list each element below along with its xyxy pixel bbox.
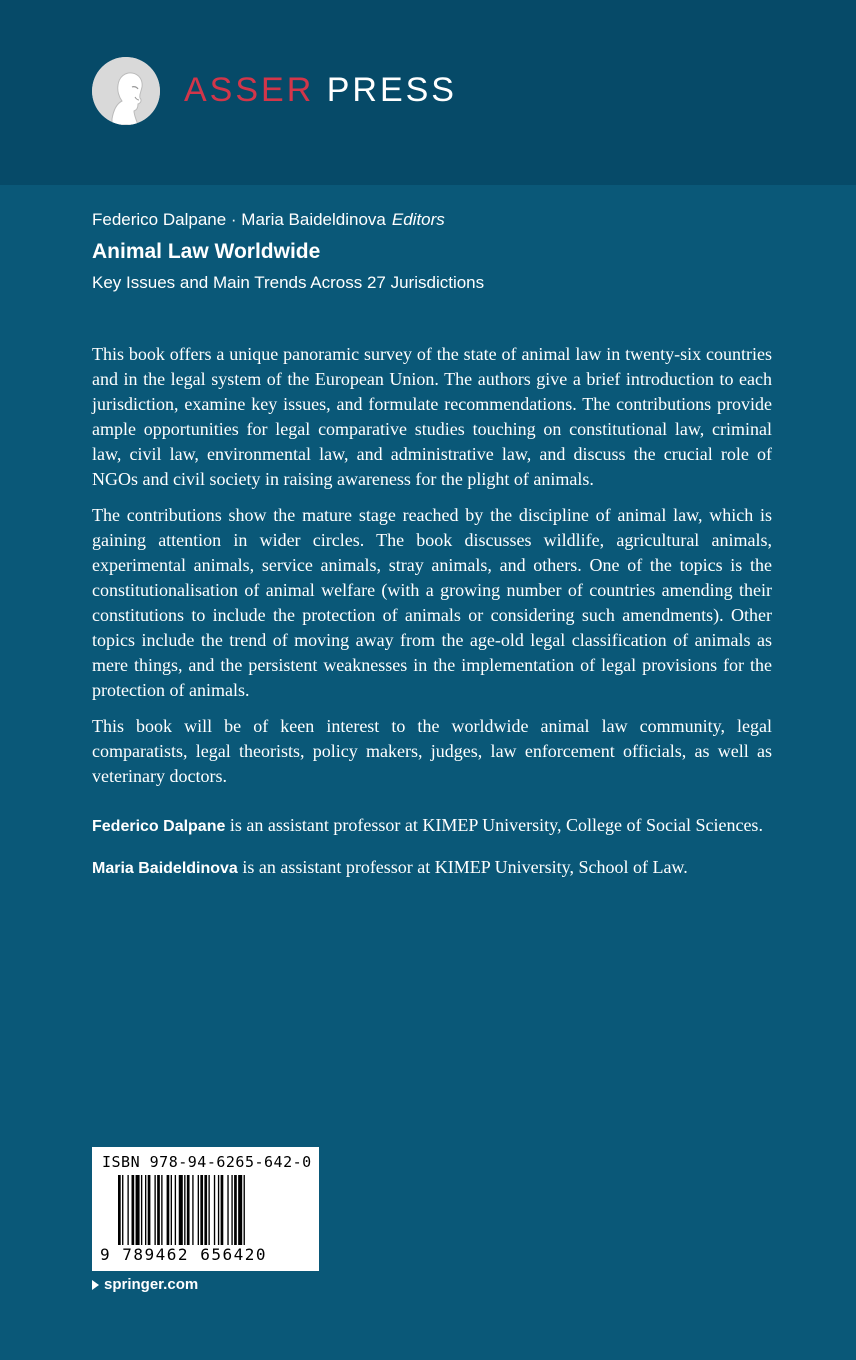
barcode-bar	[161, 1175, 162, 1245]
isbn-label: ISBN 978-94-6265-642-0	[102, 1153, 312, 1171]
barcode-bar	[136, 1175, 140, 1245]
barcode-bar	[132, 1175, 135, 1245]
barcode-bar	[234, 1175, 237, 1245]
barcode-bar	[238, 1175, 242, 1245]
book-description	[92, 342, 772, 897]
barcode-bar	[192, 1175, 193, 1245]
barcode-bar	[204, 1175, 207, 1245]
bio-text: is an assistant professor at KIMEP University, School of Law.	[237, 857, 688, 877]
barcode-bar	[127, 1175, 128, 1245]
book-subtitle: Key Issues and Main Trends Across 27 Jurisdictions	[92, 273, 485, 292]
barcode-bar	[184, 1175, 185, 1245]
blurb-paragraph: This book will be of keen interest to the worldwide animal law community, legal comparatists, legal theorists, policy makers, judges, law enforcement officials, as well as veterinary doctors.	[92, 716, 772, 786]
barcode-bar	[145, 1175, 146, 1245]
bio-name: Federico Dalpane	[92, 818, 226, 835]
barcode-bar	[221, 1175, 224, 1245]
barcode-digits: 9 789462 656420	[100, 1245, 267, 1264]
barcode-bar	[122, 1175, 123, 1245]
arrow-right-icon	[92, 1280, 99, 1290]
barcode-bars	[118, 1175, 296, 1249]
barcode-bar	[244, 1175, 245, 1245]
editor-role: Editors	[391, 210, 445, 229]
website-text: springer.com	[104, 1276, 199, 1293]
barcode-bar	[175, 1175, 176, 1245]
barcode-bar	[208, 1175, 209, 1245]
blurb-paragraph: The contributions show the mature stage reached by the discipline of animal law, which is gaining attention in wider circles. The book discusses wildlife, agricultural animals, experimental animals, service animals, stray animals, and others. One of the topics is the constitutionalisation of animal welfare (with a growing number of countries amending their constitutions to include the protection of animals or considering such amendments). Other topics include the trend of moving away from the age-old legal classification of animals as mere things, and the persistent weaknesses in the implementation of legal provisions for the protection of animals.	[92, 505, 772, 700]
barcode-bar	[218, 1175, 219, 1245]
barcode-bar	[157, 1175, 160, 1245]
barcode-bar	[214, 1175, 215, 1245]
barcode-bar	[231, 1175, 232, 1245]
book-editors	[92, 208, 445, 232]
publisher-name	[184, 70, 457, 110]
publisher-logo-icon	[92, 57, 160, 125]
isbn-barcode	[92, 1147, 319, 1271]
bio-text: is an assistant professor at KIMEP University, College of Social Sciences.	[225, 815, 763, 835]
author-bio	[92, 855, 772, 881]
author-bio	[92, 813, 772, 839]
bio-name: Maria Baideldinova	[92, 860, 238, 877]
book-title: Animal Law Worldwide	[92, 240, 321, 263]
barcode-bar	[148, 1175, 151, 1245]
barcode-bar	[179, 1175, 183, 1245]
barcode-bar	[154, 1175, 155, 1245]
website-link[interactable]	[92, 1276, 198, 1293]
barcode-bar	[118, 1175, 121, 1245]
barcode-bar	[141, 1175, 142, 1245]
barcode-bar	[200, 1175, 203, 1245]
author-bios	[92, 813, 772, 881]
barcode-bar	[167, 1175, 170, 1245]
barcode-bar	[171, 1175, 172, 1245]
author-names: Federico Dalpane · Maria Baideldinova	[92, 210, 386, 229]
publisher-name-accent: ASSER	[184, 71, 315, 109]
barcode-bar	[198, 1175, 199, 1245]
publisher-name-rest: PRESS	[326, 71, 457, 109]
barcode-bar	[227, 1175, 228, 1245]
barcode-bar	[187, 1175, 190, 1245]
blurb-paragraph: This book offers a unique panoramic survey of the state of animal law in twenty-six countries and in the legal system of the European Union. The authors give a brief introduction to each jurisdiction, examine key issues, and formulate recommendations. The contributions provide ample opportunities for legal comparative studies touching on constitutional law, criminal law, civil law, environmental law, and administrative law, and discuss the crucial role of NGOs and civil society in raising awareness for the plight of animals.	[92, 344, 772, 489]
